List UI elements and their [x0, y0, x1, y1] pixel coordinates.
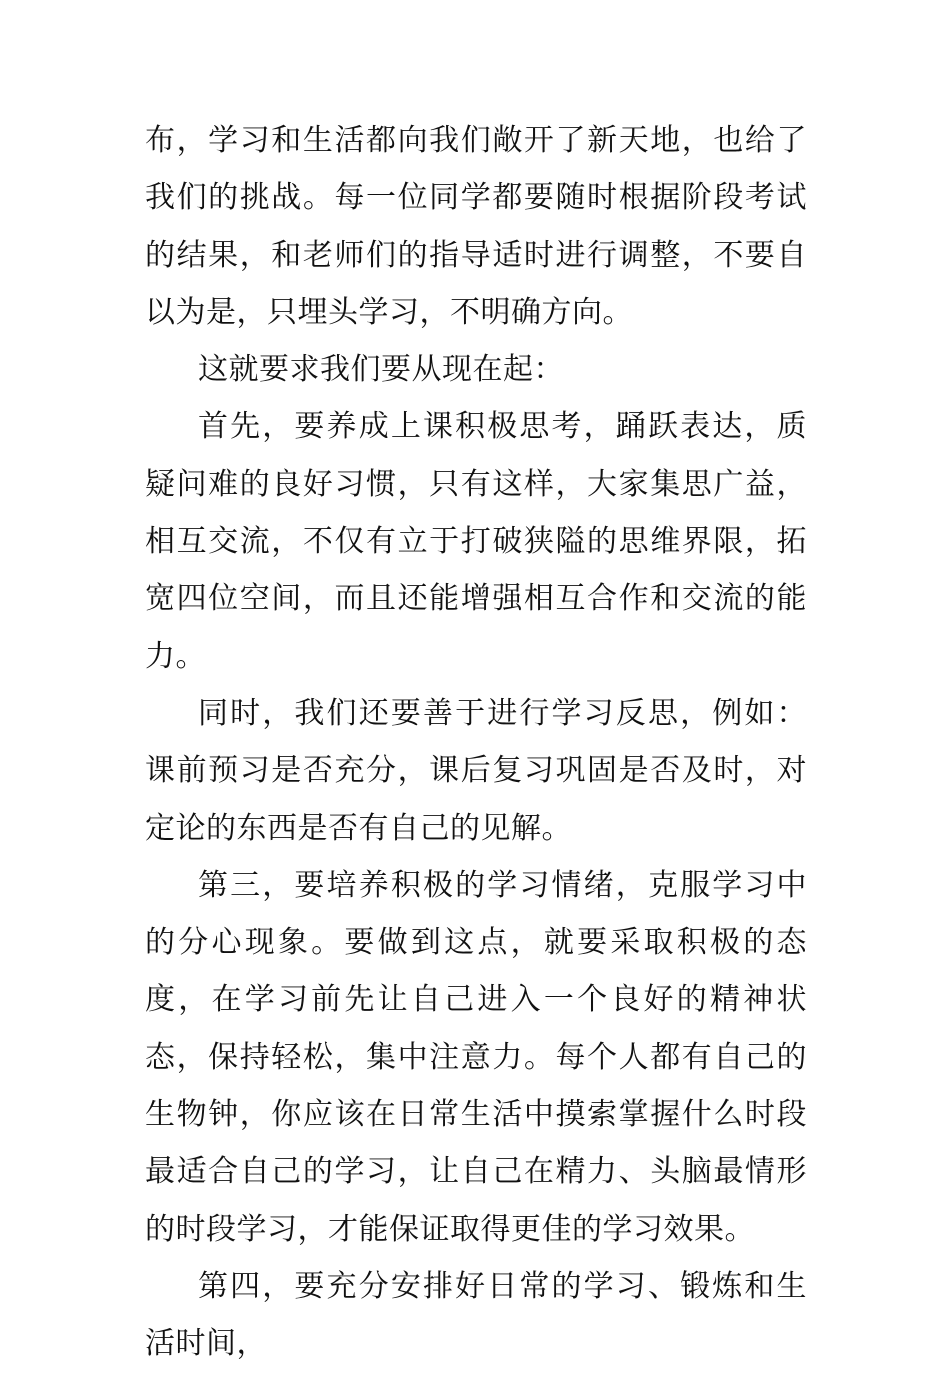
paragraph-third: 第三，要培养积极的学习情绪，克服学习中的分心现象。要做到这点，就要采取积极的态度，在学习前先让自己进入一个良好的精神状态，保持轻松，集中注意力。每个人都有自己的生物钟，你应该在日常生活中摸索掌握什么时段最适合自己的学习，让自己在精力、头脑最情形的时段学习，才能保证取得更佳的学习效果。: [145, 867, 807, 1247]
paragraph-first: 首先，要养成上课积极思考，踊跃表达，质疑问难的良好习惯，只有这样，大家集思广益，相互交流，不仅有立于打破狭隘的思维界限，拓宽四位空间，而且还能增强相互合作和交流的能力。: [145, 409, 807, 674]
paragraph-second: 同时，我们还要善于进行学习反思，例如：课前预习是否充分，课后复习巩固是否及时，对定论的东西是否有自己的见解。: [145, 695, 807, 846]
paragraph-continuation: 布，学习和生活都向我们敞开了新天地，也给了我们的挑战。每一位同学都要随时根据阶段考试的结果，和老师们的指导适时进行调整，不要自以为是，只埋头学习，不明确方向。: [145, 123, 807, 330]
paragraph-intro: 这就要求我们要从现在起：: [198, 352, 564, 388]
document-body: [145, 112, 807, 1373]
paragraph-fourth: 第四，要充分安排好日常的学习、锻炼和生活时间，: [145, 1268, 807, 1362]
